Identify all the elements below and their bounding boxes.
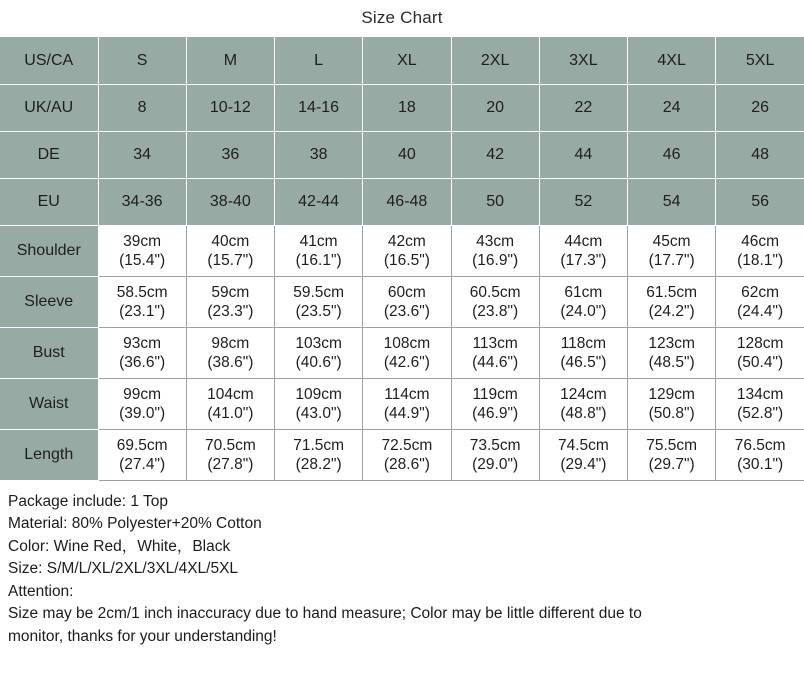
value-inch: (41.0") bbox=[207, 405, 254, 422]
table-row bbox=[0, 328, 804, 379]
table-cell bbox=[451, 379, 539, 430]
value-inch: (23.1") bbox=[119, 303, 166, 320]
value-cm: 104cm bbox=[207, 385, 254, 403]
table-cell: 42-44 bbox=[275, 179, 363, 226]
value-cm: 43cm bbox=[476, 232, 515, 250]
table-cell: 10-12 bbox=[186, 85, 274, 132]
row-label: DE bbox=[0, 132, 98, 179]
table-cell bbox=[363, 277, 451, 328]
value-cm: 60.5cm bbox=[469, 283, 521, 301]
note-line: Attention: bbox=[8, 582, 74, 600]
table-cell bbox=[275, 379, 363, 430]
row-label: UK/AU bbox=[0, 85, 98, 132]
value-inch: (29.4") bbox=[560, 456, 607, 473]
value-cm: 118cm bbox=[560, 334, 607, 352]
value-cm: 75.5cm bbox=[646, 436, 698, 454]
value-cm: 123cm bbox=[648, 334, 695, 352]
table-cell: 56 bbox=[716, 179, 804, 226]
table-cell bbox=[451, 430, 539, 481]
table-cell bbox=[716, 226, 804, 277]
value-inch: (50.4") bbox=[737, 354, 784, 371]
table-row bbox=[0, 179, 804, 226]
value-inch: (24.2") bbox=[648, 303, 695, 320]
table-cell bbox=[628, 277, 716, 328]
value-inch: (16.9") bbox=[472, 252, 519, 269]
value-cm: 41cm bbox=[299, 232, 338, 250]
table-cell bbox=[186, 430, 274, 481]
table-cell bbox=[716, 430, 804, 481]
value-inch: (52.8") bbox=[737, 405, 784, 422]
table-cell: 18 bbox=[363, 85, 451, 132]
table-cell: 22 bbox=[539, 85, 627, 132]
table-cell: 52 bbox=[539, 179, 627, 226]
table-cell: 8 bbox=[98, 85, 186, 132]
table-cell: 26 bbox=[716, 85, 804, 132]
table-cell bbox=[628, 430, 716, 481]
note-line: Size may be 2cm/1 inch inaccuracy due to hand measure; Color may be little different due to bbox=[8, 605, 642, 623]
table-cell: 34-36 bbox=[98, 179, 186, 226]
value-cm: 108cm bbox=[383, 334, 431, 352]
table-cell bbox=[98, 328, 186, 379]
table-row bbox=[0, 226, 804, 277]
value-cm: 73.5cm bbox=[469, 436, 521, 454]
table-cell bbox=[539, 328, 627, 379]
value-cm: 76.5cm bbox=[734, 436, 786, 454]
table-cell: 2XL bbox=[451, 38, 539, 85]
value-cm: 45cm bbox=[652, 232, 691, 250]
table-row bbox=[0, 132, 804, 179]
row-label: Shoulder bbox=[0, 226, 98, 277]
value-inch: (23.8") bbox=[472, 303, 519, 320]
value-inch: (39.0") bbox=[119, 405, 166, 422]
value-cm: 42cm bbox=[387, 232, 426, 250]
table-cell bbox=[451, 328, 539, 379]
table-cell bbox=[275, 328, 363, 379]
table-cell bbox=[98, 379, 186, 430]
value-cm: 59.5cm bbox=[293, 283, 345, 301]
table-row bbox=[0, 38, 804, 85]
table-cell: 34 bbox=[98, 132, 186, 179]
table-row bbox=[0, 379, 804, 430]
value-inch: (48.5") bbox=[648, 354, 695, 371]
value-cm: 62cm bbox=[741, 283, 780, 301]
value-cm: 60cm bbox=[387, 283, 426, 301]
table-cell: 54 bbox=[628, 179, 716, 226]
value-inch: (40.6") bbox=[295, 354, 342, 371]
table-row bbox=[0, 277, 804, 328]
notes-section bbox=[0, 481, 804, 648]
table-cell: 48 bbox=[716, 132, 804, 179]
table-cell bbox=[539, 430, 627, 481]
table-cell: 36 bbox=[186, 132, 274, 179]
row-label: Bust bbox=[0, 328, 98, 379]
row-label: Waist bbox=[0, 379, 98, 430]
table-cell bbox=[451, 277, 539, 328]
value-cm: 113cm bbox=[472, 334, 518, 352]
table-row bbox=[0, 85, 804, 132]
size-chart-table bbox=[0, 37, 804, 481]
value-cm: 128cm bbox=[736, 334, 784, 352]
value-cm: 70.5cm bbox=[204, 436, 256, 454]
value-cm: 46cm bbox=[741, 232, 780, 250]
row-label: US/CA bbox=[0, 38, 98, 85]
value-cm: 61cm bbox=[564, 283, 603, 301]
value-cm: 74.5cm bbox=[557, 436, 609, 454]
table-cell bbox=[186, 226, 274, 277]
value-inch: (28.2") bbox=[295, 456, 342, 473]
value-inch: (44.6") bbox=[472, 354, 519, 371]
table-cell: 14-16 bbox=[275, 85, 363, 132]
value-inch: (16.5") bbox=[383, 252, 430, 269]
value-inch: (43.0") bbox=[295, 405, 342, 422]
value-cm: 114cm bbox=[384, 385, 430, 403]
table-cell: 42 bbox=[451, 132, 539, 179]
table-cell: M bbox=[186, 38, 274, 85]
value-inch: (16.1") bbox=[295, 252, 342, 269]
value-inch: (29.0") bbox=[472, 456, 519, 473]
value-cm: 134cm bbox=[736, 385, 784, 403]
value-inch: (42.6") bbox=[383, 354, 430, 371]
table-cell bbox=[716, 328, 804, 379]
value-inch: (44.9") bbox=[383, 405, 430, 422]
value-cm: 103cm bbox=[295, 334, 342, 352]
table-cell bbox=[98, 226, 186, 277]
value-inch: (24.4") bbox=[737, 303, 784, 320]
value-inch: (15.7") bbox=[207, 252, 254, 269]
table-cell: L bbox=[275, 38, 363, 85]
value-cm: 44cm bbox=[564, 232, 603, 250]
note-line: Color: Wine Red，White，Black bbox=[8, 537, 231, 555]
row-label: Sleeve bbox=[0, 277, 98, 328]
page-title: Size Chart bbox=[361, 8, 443, 27]
value-inch: (17.7") bbox=[648, 252, 695, 269]
value-cm: 69.5cm bbox=[116, 436, 168, 454]
table-cell bbox=[363, 328, 451, 379]
value-cm: 59cm bbox=[211, 283, 250, 301]
table-cell: 46-48 bbox=[363, 179, 451, 226]
table-cell bbox=[98, 277, 186, 328]
value-inch: (23.6") bbox=[383, 303, 430, 320]
table-cell: 24 bbox=[628, 85, 716, 132]
value-inch: (38.6") bbox=[207, 354, 254, 371]
table-cell: 4XL bbox=[628, 38, 716, 85]
table-cell: 5XL bbox=[716, 38, 804, 85]
value-cm: 72.5cm bbox=[381, 436, 433, 454]
table-cell bbox=[275, 226, 363, 277]
value-cm: 129cm bbox=[648, 385, 695, 403]
value-cm: 98cm bbox=[211, 334, 250, 352]
value-inch: (24.0") bbox=[560, 303, 607, 320]
note-line: monitor, thanks for your understanding! bbox=[8, 627, 277, 645]
table-cell bbox=[363, 430, 451, 481]
table-cell: 40 bbox=[363, 132, 451, 179]
table-cell bbox=[275, 430, 363, 481]
row-label: Length bbox=[0, 430, 98, 481]
note-line: Package include: 1 Top bbox=[8, 493, 168, 510]
table-cell bbox=[539, 226, 627, 277]
value-cm: 61.5cm bbox=[646, 283, 698, 301]
value-inch: (28.6") bbox=[383, 456, 430, 473]
value-cm: 124cm bbox=[560, 385, 607, 403]
value-cm: 40cm bbox=[211, 232, 250, 250]
value-inch: (27.4") bbox=[119, 456, 166, 473]
table-cell bbox=[451, 226, 539, 277]
value-cm: 71.5cm bbox=[293, 436, 345, 454]
value-inch: (48.8") bbox=[560, 405, 607, 422]
value-inch: (27.8") bbox=[207, 456, 254, 473]
value-inch: (36.6") bbox=[119, 354, 166, 371]
value-cm: 119cm bbox=[472, 385, 518, 403]
row-label: EU bbox=[0, 179, 98, 226]
table-cell: 20 bbox=[451, 85, 539, 132]
table-cell bbox=[363, 226, 451, 277]
table-cell: 38 bbox=[275, 132, 363, 179]
table-cell bbox=[716, 277, 804, 328]
table-cell: 38-40 bbox=[186, 179, 274, 226]
value-cm: 99cm bbox=[123, 385, 162, 403]
note-line: Material: 80% Polyester+20% Cotton bbox=[8, 515, 262, 533]
table-row bbox=[0, 430, 804, 481]
table-cell bbox=[186, 328, 274, 379]
table-cell: 46 bbox=[628, 132, 716, 179]
table-cell: 44 bbox=[539, 132, 627, 179]
value-inch: (23.5") bbox=[295, 303, 342, 320]
value-inch: (29.7") bbox=[648, 456, 695, 473]
value-inch: (18.1") bbox=[737, 252, 784, 269]
table-cell bbox=[628, 226, 716, 277]
table-cell: 50 bbox=[451, 179, 539, 226]
value-inch: (46.9") bbox=[472, 405, 519, 422]
table-cell bbox=[363, 379, 451, 430]
value-inch: (30.1") bbox=[737, 456, 784, 473]
value-inch: (15.4") bbox=[119, 252, 166, 269]
note-line: Size: S/M/L/XL/2XL/3XL/4XL/5XL bbox=[8, 560, 239, 578]
table-cell bbox=[186, 379, 274, 430]
value-inch: (50.8") bbox=[648, 405, 695, 422]
table-cell: 3XL bbox=[539, 38, 627, 85]
value-cm: 109cm bbox=[295, 385, 342, 403]
table-cell bbox=[539, 277, 627, 328]
table-cell: XL bbox=[363, 38, 451, 85]
value-inch: (23.3") bbox=[207, 303, 254, 320]
table-cell bbox=[98, 430, 186, 481]
table-cell bbox=[628, 379, 716, 430]
value-cm: 93cm bbox=[123, 334, 162, 352]
table-cell bbox=[275, 277, 363, 328]
table-cell: S bbox=[98, 38, 186, 85]
value-cm: 58.5cm bbox=[116, 283, 168, 301]
table-cell bbox=[186, 277, 274, 328]
value-inch: (46.5") bbox=[560, 354, 607, 371]
table-cell bbox=[716, 379, 804, 430]
table-cell bbox=[539, 379, 627, 430]
table-cell bbox=[628, 328, 716, 379]
value-inch: (17.3") bbox=[560, 252, 607, 269]
value-cm: 39cm bbox=[123, 232, 162, 250]
